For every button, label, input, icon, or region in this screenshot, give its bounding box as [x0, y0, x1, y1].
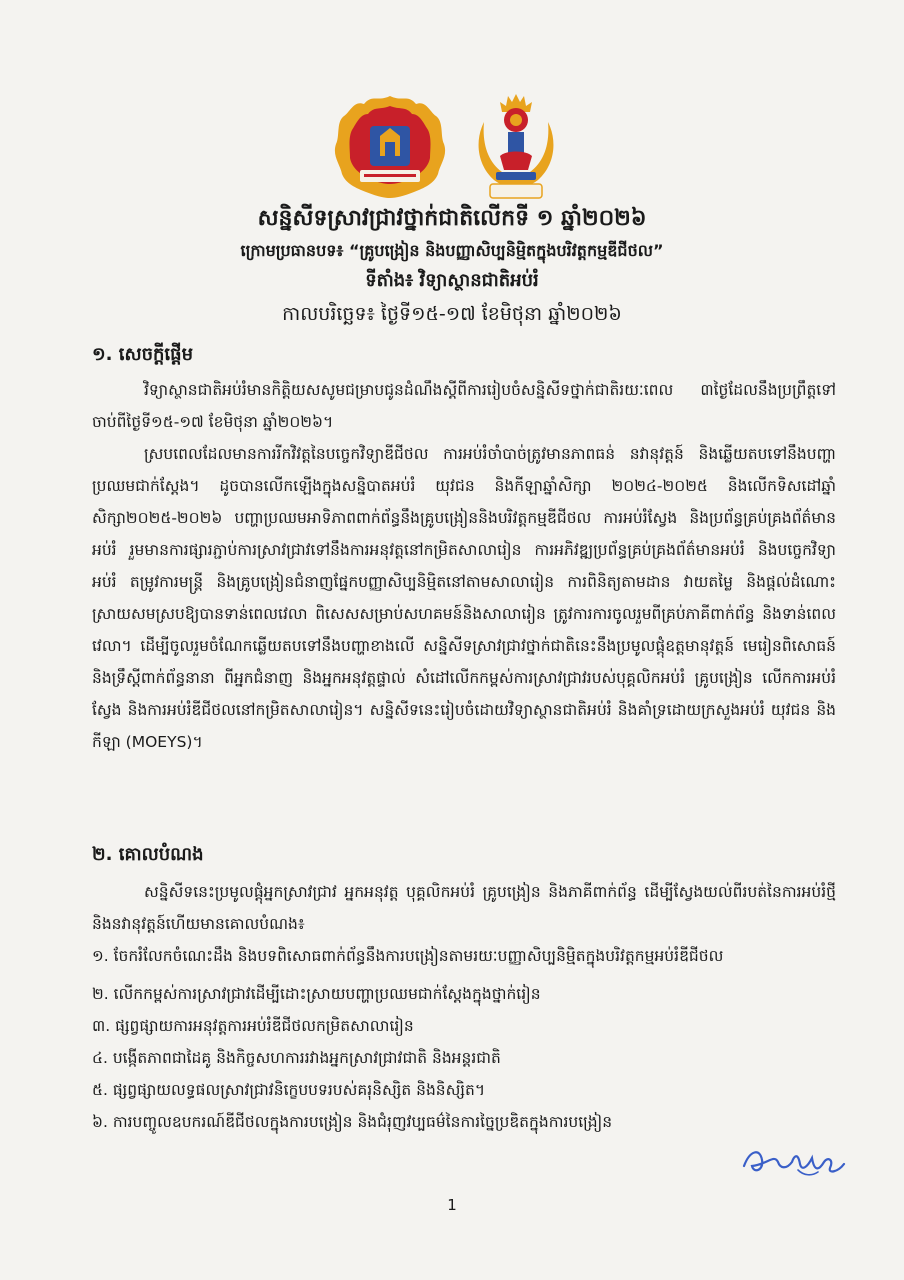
objectives-intro-paragraph: សន្និសីទនេះប្រមូលផ្តុំអ្នកស្រាវជ្រាវ អ្នកអនុវត្ត បុគ្គលិកអប់រំ គ្រូបង្រៀន និងភាគីពាក់ព័ន្ធ ដើម្បីស្វែងយល់ពីរបត់នៃការអប់រំថ្មី និងនវានុវត្តន៍ហើយមានគោលបំណង៖	[92, 883, 836, 933]
objective-item: ៤. បង្កើតភាពជាដៃគូ និងកិច្ចសហការរវាងអ្នកស្រាវជ្រាវជាតិ និងអន្តរជាតិ	[92, 1049, 501, 1067]
ministry-emblem-logo	[330, 92, 450, 200]
intro-paragraph-1: វិទ្យាស្ថានជាតិអប់រំមានកិត្តិយសសូមជម្រាបជូនដំណឹងស្តីពីការរៀបចំសន្និសីទថ្នាក់ជាតិរយៈពេល ៣ថ្ងៃដែលនឹងប្រព្រឹត្តទៅចាប់ពីថ្ងៃទី១៥-១៧ ខែមិថុនា ឆ្នាំ២០២៦។	[92, 381, 836, 431]
objective-item: ៥. ផ្សព្វផ្សាយលទ្ធផលស្រាវជ្រាវនិក្ខេបបទរបស់គរុនិស្សិត និងនិស្សិត។	[92, 1081, 486, 1099]
conference-title: សន្និសីទស្រាវជ្រាវថ្នាក់ជាតិលើកទី ១ ឆ្នាំ២០២៦	[257, 206, 647, 231]
conference-theme: ក្រោមប្រធានបទ៖ “គ្រូបង្រៀន និងបញ្ញាសិប្បនិម្មិតក្នុងបរិវត្តកម្មឌីជីថល”	[240, 241, 664, 260]
section-heading-introduction: ១. សេចក្តីផ្តើម	[92, 344, 193, 365]
page-number: 1	[447, 1196, 457, 1214]
conference-venue: ទីតាំង៖ វិទ្យាស្ថានជាតិអប់រំ	[365, 270, 539, 291]
objective-item: ២. លើកកម្ពស់ការស្រាវជ្រាវដើម្បីដោះស្រាយបញ្ហាប្រឈមជាក់ស្តែងក្នុងថ្នាក់រៀន	[92, 985, 541, 1003]
logo-area	[0, 92, 904, 202]
conference-date: កាលបរិច្ឆេទ៖ ថ្ងៃទី១៥-១៧ ខែមិថុនា ឆ្នាំ២០២៦	[282, 303, 622, 325]
institute-emblem-logo	[470, 92, 562, 202]
objective-item: ១. ចែករំលែកចំណេះដឹង និងបទពិសោធពាក់ព័ន្ធនឹងការបង្រៀនតាមរយៈបញ្ញាសិប្បនិម្មិតក្នុងបរិវត្តកម្មអប់រំឌីជីថល	[92, 947, 724, 965]
objective-item: ៣. ផ្សព្វផ្សាយការអនុវត្តការអប់រំឌីជីថលកម្រិតសាលារៀន	[92, 1017, 414, 1035]
objective-item: ៦. ការបញ្ចូលឧបករណ៍ឌីជីថលក្នុងការបង្រៀន និងជំរុញវប្បធម៌នៃការច្នៃប្រឌិតក្នុងការបង្រៀន	[92, 1113, 613, 1131]
intro-paragraph-2: ស្របពេលដែលមានការរីកវិវត្តនៃបច្ចេកវិទ្យាឌីជីថល ការអប់រំចាំបាច់ត្រូវមានភាពធន់ នវានុវត្តន៍ និងឆ្លើយតបទៅនឹងបញ្ហាប្រឈមជាក់ស្តែង។ ដូចបានលើកឡើងក្នុងសន្និបាតអប់រំ យុវជន និងកីឡាឆ្នាំសិក្សា ២០២៤-២០២៥ និងលើកទិសដៅឆ្នាំសិក្សា២០២៥-២០២៦ បញ្ហាប្រឈមអាទិភាពពាក់ព័ន្ធនឹងគ្រូបង្រៀននិងបរិវត្តកម្មឌីជីថល ការអប់រំស្វែង និងប្រព័ន្ធគ្រប់គ្រងព័ត៌មានអប់រំ រួមមានការផ្សារភ្ជាប់ការស្រាវជ្រាវទៅនឹងការអនុវត្តនៅកម្រិតសាលារៀន ការអភិវឌ្ឍប្រព័ន្ធគ្រប់គ្រងព័ត៌មានអប់រំ និងបច្ចេកវិទ្យាអប់រំ តម្រូវការមន្ត្រី និងគ្រូបង្រៀនជំនាញផ្នែកបញ្ញាសិប្បនិម្មិតនៅតាមសាលារៀន ការពិនិត្យតាមដាន វាយតម្លៃ និងផ្តល់ដំណោះស្រាយសមស្របឱ្យបានទាន់ពេលវេលា ពិសេសសម្រាប់សហគមន៍និងសាលារៀន ត្រូវការការចូលរួមពីគ្រប់ភាគីពាក់ព័ន្ធ និងទាន់ពេលវេលា។ ដើម្បីចូលរួមចំណែកឆ្លើយតបទៅនឹងបញ្ហាខាងលើ សន្និសីទស្រាវជ្រាវថ្នាក់ជាតិនេះនឹងប្រមូលផ្តុំឧត្តមានុវត្តន៍ មេរៀនពិសោធន៍ និងទ្រឹស្តីពាក់ព័ន្ធនានា ពីអ្នកជំនាញ និងអ្នកអនុវត្តផ្ទាល់ សំដៅលើកកម្ពស់ការស្រាវជ្រាវរបស់បុគ្គលិកអប់រំ គ្រូបង្រៀន លើកការអប់រំស្វែង និងការអប់រំឌីជីថលនៅកម្រិតសាលារៀន។ សន្និសីទនេះរៀបចំដោយវិទ្យាស្ថានជាតិអប់រំ និងគាំទ្រដោយក្រសួងអប់រំ យុវជន និងកីឡា (MOEYS)។	[92, 445, 836, 751]
handwritten-signature	[738, 1140, 848, 1182]
objectives-list	[92, 940, 852, 1138]
section-heading-objectives: ២. គោលបំណង	[92, 844, 204, 865]
